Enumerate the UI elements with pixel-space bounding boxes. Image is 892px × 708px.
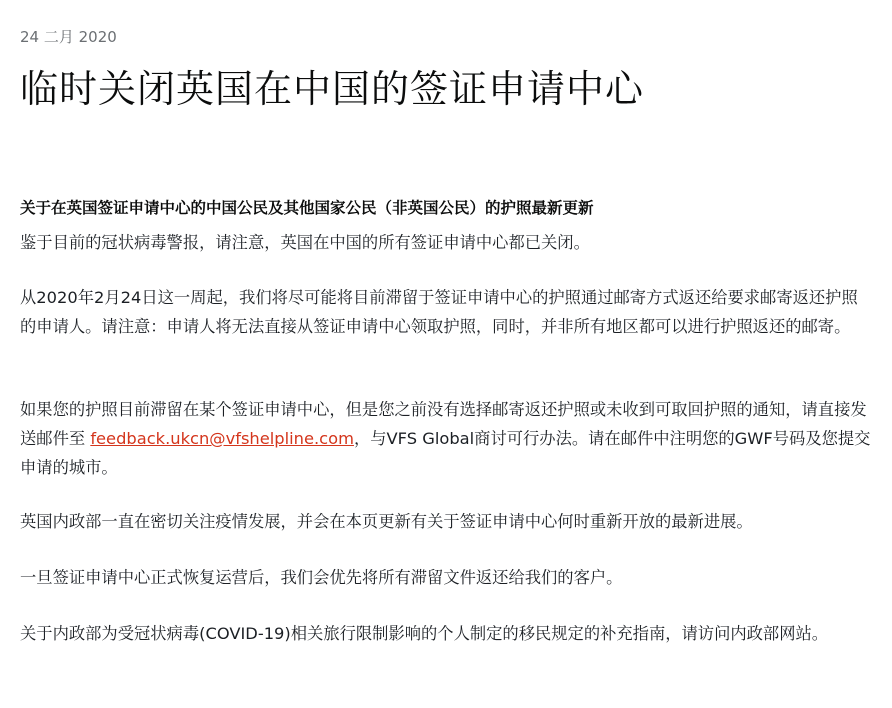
page-title: 临时关闭英国在中国的签证申请中心 bbox=[20, 67, 645, 111]
paragraph-closure-notice: 鉴于目前的冠状病毒警报，请注意，英国在中国的所有签证申请中心都已关闭。 bbox=[20, 233, 590, 252]
paragraph-contact-email bbox=[20, 395, 872, 482]
publish-date: 24 二月 2020 bbox=[20, 28, 117, 46]
paragraph-text-before-email: 如果您的护照目前滞留在某个签证申请中心，但是您之前没有选择邮寄返还护照或未收到可取回护照的通知，请直接发送邮件至 bbox=[20, 400, 867, 448]
paragraph-home-office-update: 英国内政部一直在密切关注疫情发展，并会在本页更新有关于签证申请中心何时重新开放的最新进展。 bbox=[20, 512, 753, 531]
paragraph-covid-guidance: 关于内政部为受冠状病毒(COVID-19)相关旅行限制影响的个人制定的移民规定的补充指南，请访问内政部网站。 bbox=[20, 624, 829, 643]
paragraph-passport-return: 从2020年2月24日这一周起，我们将尽可能将目前滞留于签证申请中心的护照通过邮寄方式返还给要求邮寄返还护照的申请人。请注意：申请人将无法直接从签证申请中心领取护照，同时，并非所有地区都可以进行护照返还的邮寄。 bbox=[20, 288, 858, 336]
feedback-email-link[interactable]: feedback.ukcn@vfshelpline.com bbox=[90, 429, 354, 448]
section-subheading: 关于在英国签证申请中心的中国公民及其他国家公民（非英国公民）的护照最新更新 bbox=[20, 199, 594, 217]
paragraph-resumption-priority: 一旦签证申请中心正式恢复运营后，我们会优先将所有滞留文件返还给我们的客户。 bbox=[20, 568, 623, 587]
article bbox=[20, 0, 876, 708]
paragraph-text-after-email: ，与VFS Global商讨可行办法。请在邮件中注明您的GWF号码及您提交申请的城市。 bbox=[20, 429, 871, 477]
